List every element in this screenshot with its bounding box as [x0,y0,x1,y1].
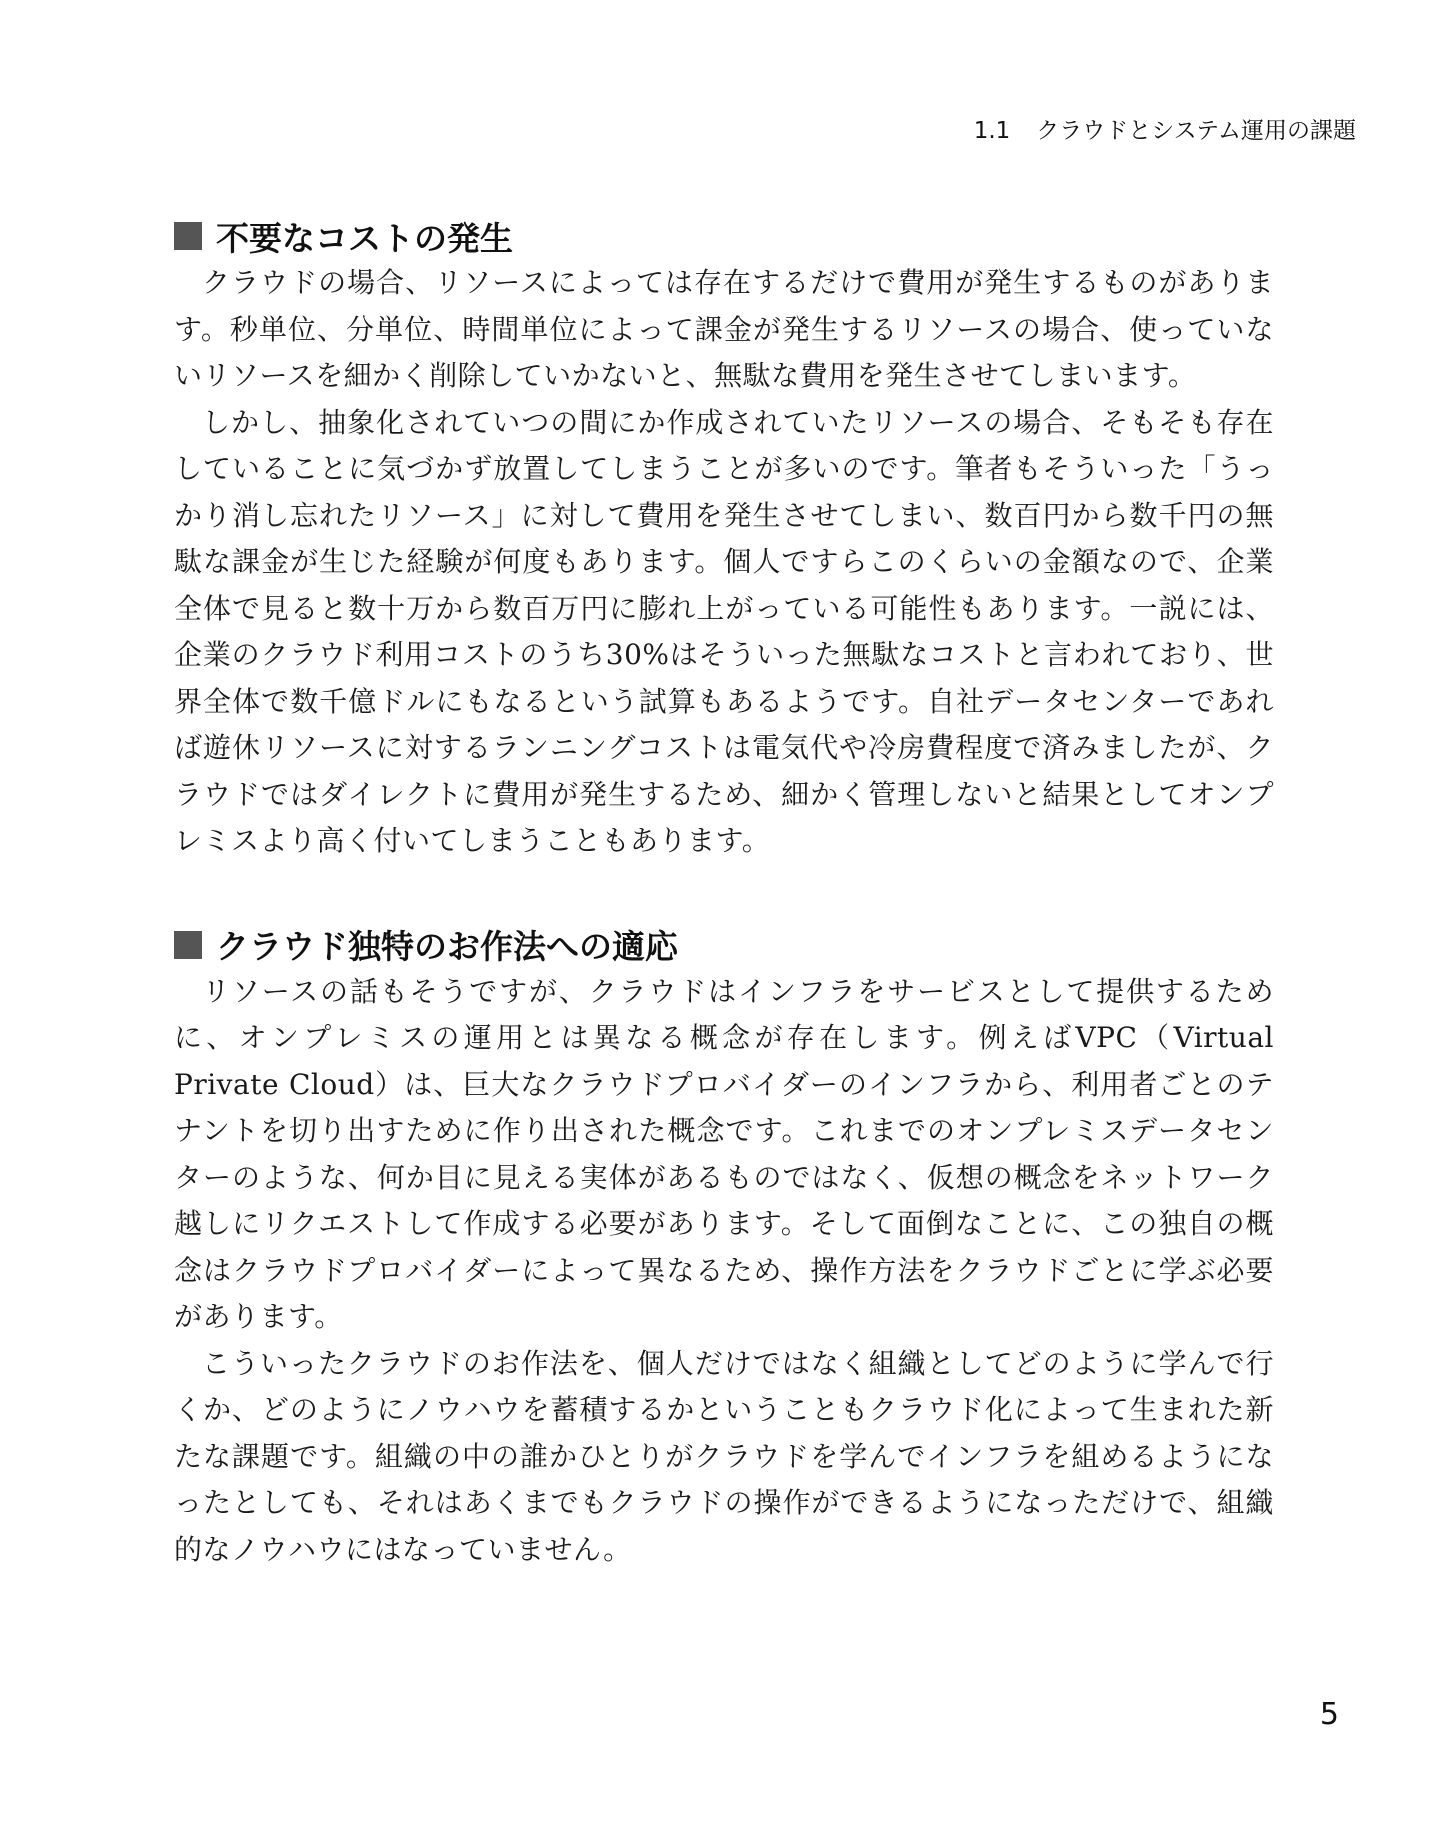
paragraph: クラウドの場合、リソースによっては存在するだけで費用が発生するものがあります。秒単位、分単位、時間単位によって課金が発生するリソースの場合、使っていないリソースを細かく削除していかないと、無駄な費用を発生させてしまいます。 [174,266,1274,392]
header-section-number: 1.1 [973,118,1011,144]
page-number: 5 [1319,1697,1339,1732]
paragraph: リソースの話もそうですが、クラウドはインフラをサービスとして提供するために、オンプレミスの運用とは異なる概念が存在します。例えばVPC（Virtual Private Cloud）は、巨大なクラウドプロバイダーのインフラから、利用者ごとのテナントを切り出すために作り出された概念です。これまでのオンプレミスデータセンターのような、何か目に見える実体があるものではなく、仮想の概念をネットワーク越しにリクエストして作成する必要があります。そして面倒なことに、この独自の概念はクラウドプロバイダーによって異なるため、操作方法をクラウドごとに学ぶ必要があります。 [174,974,1274,1333]
section-heading-text: 不要なコストの発生 [216,218,513,258]
running-header [974,112,1356,145]
section-heading-text: クラウド独特のお作法への適応 [216,927,678,966]
header-section-title: クラウドとシステム運用の課題 [1036,118,1356,144]
paragraph: こういったクラウドのお作法を、個人だけではなく組織としてどのように学んで行くか、どのようにノウハウを蓄積するかということもクラウド化によって生まれた新たな課題です。組織の中の誰かひとりがクラウドを学んでインフラを組めるようになったとしても、それはあくまでもクラウドの操作ができるようになっただけで、組織的なノウハウにはなっていません。 [174,1346,1274,1566]
square-bullet-icon [174,931,202,959]
page-content [174,212,1274,1573]
section-heading-cloud-etiquette [174,921,1274,969]
section-heading-unneeded-cost [174,212,1274,260]
square-bullet-icon [174,222,202,250]
paragraph: しかし、抽象化されていつの間にか作成されていたリソースの場合、そもそも存在していることに気づかず放置してしまうことが多いのです。筆者もそういった「うっかり消し忘れたリソース」に対して費用を発生させてしまい、数百円から数千円の無駄な課金が生じた経験が何度もあります。個人ですらこのくらいの金額なので、企業全体で見ると数十万から数百万円に膨れ上がっている可能性もあります。一説には、企業のクラウド利用コストのうち30%はそういった無駄なコストと言われており、世界全体で数千億ドルにもなるという試算もあるようです。自社データセンターであれば遊休リソースに対するランニングコストは電気代や冷房費程度で済みましたが、クラウドではダイレクトに費用が発生するため、細かく管理しないと結果としてオンプレミスより高く付いてしまうこともあります。 [174,405,1274,857]
